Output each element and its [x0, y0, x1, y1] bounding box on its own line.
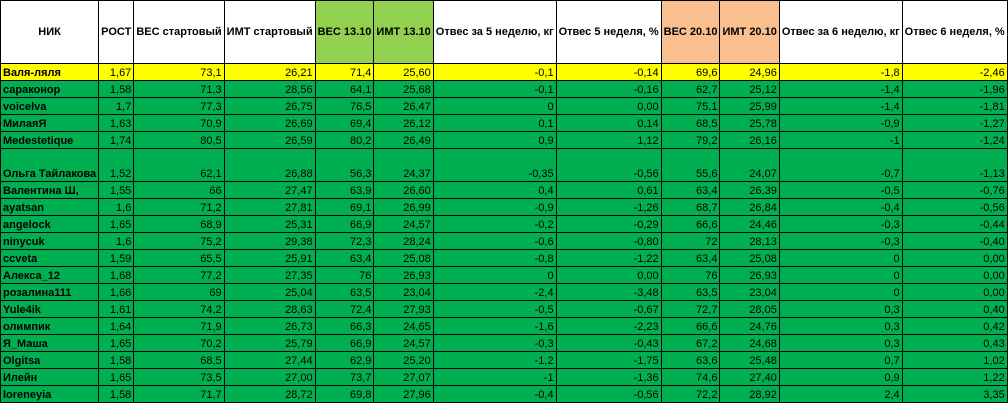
cell-weight-start[interactable]: 62,1	[134, 149, 224, 182]
header-weight-2010[interactable]: ВЕС 20.10	[661, 1, 720, 64]
header-bmi-1310[interactable]: ИМТ 13.10	[374, 1, 433, 64]
cell-bmi-1310[interactable]: 23,04	[374, 284, 433, 301]
cell-bmi-2010[interactable]: 26,16	[720, 132, 779, 149]
cell-weight-start[interactable]: 71,3	[134, 81, 224, 98]
cell-bmi-start[interactable]: 25,04	[224, 284, 315, 301]
table-row	[1, 318, 1008, 335]
cell-loss6-kg[interactable]: 2,4	[779, 386, 902, 403]
cell-loss6-pct[interactable]: -1,81	[902, 98, 1007, 115]
cell-loss5-kg[interactable]: -0,35	[433, 149, 556, 182]
table-row	[1, 369, 1008, 386]
cell-height[interactable]: 1,59	[99, 250, 134, 267]
cell-bmi-1310[interactable]: 26,99	[374, 199, 433, 216]
cell-weight-start[interactable]: 77,3	[134, 98, 224, 115]
cell-loss6-kg[interactable]: -0,3	[779, 233, 902, 250]
cell-loss6-pct[interactable]: -1,96	[902, 81, 1007, 98]
cell-loss6-pct[interactable]: -1,27	[902, 115, 1007, 132]
cell-loss6-pct[interactable]: 0,43	[902, 335, 1007, 352]
cell-bmi-1310[interactable]: 25,20	[374, 352, 433, 369]
cell-loss5-kg[interactable]: -1	[433, 369, 556, 386]
cell-nick[interactable]: angelock	[1, 216, 99, 233]
cell-weight-2010[interactable]: 72,2	[661, 386, 720, 403]
table-row	[1, 115, 1008, 132]
table-row	[1, 352, 1008, 369]
cell-weight-2010[interactable]: 63,6	[661, 352, 720, 369]
cell-weight-2010[interactable]: 72,7	[661, 301, 720, 318]
cell-loss6-pct[interactable]: -0,40	[902, 233, 1007, 250]
cell-weight-1310[interactable]: 72,4	[315, 301, 374, 318]
table-row	[1, 81, 1008, 98]
cell-loss5-kg[interactable]: -0,4	[433, 386, 556, 403]
cell-weight-start[interactable]: 71,9	[134, 318, 224, 335]
cell-weight-1310[interactable]: 66,3	[315, 318, 374, 335]
cell-loss5-kg[interactable]: -0,8	[433, 250, 556, 267]
cell-weight-1310[interactable]: 76,5	[315, 98, 374, 115]
table-row	[1, 216, 1008, 233]
header-nick[interactable]: НИК	[1, 1, 99, 64]
cell-weight-2010[interactable]: 72	[661, 233, 720, 250]
cell-bmi-1310[interactable]: 26,49	[374, 132, 433, 149]
cell-loss5-pct[interactable]: -0,14	[556, 64, 661, 81]
cell-loss6-pct[interactable]: 0,40	[902, 301, 1007, 318]
header-loss6-kg[interactable]: Отвес за 6 неделю, кг	[779, 1, 902, 64]
cell-bmi-1310[interactable]: 25,08	[374, 250, 433, 267]
table-row	[1, 301, 1008, 318]
cell-bmi-2010[interactable]: 24,96	[720, 64, 779, 81]
cell-height[interactable]: 1,63	[99, 115, 134, 132]
cell-bmi-2010[interactable]: 26,39	[720, 182, 779, 199]
cell-bmi-start[interactable]: 28,63	[224, 301, 315, 318]
cell-weight-1310[interactable]: 63,9	[315, 182, 374, 199]
cell-loss6-kg[interactable]: 0,7	[779, 352, 902, 369]
cell-height[interactable]: 1,58	[99, 81, 134, 98]
table-row	[1, 250, 1008, 267]
cell-loss5-pct[interactable]: -0,56	[556, 149, 661, 182]
cell-loss5-kg[interactable]: -1,2	[433, 352, 556, 369]
cell-weight-1310[interactable]: 69,8	[315, 386, 374, 403]
cell-weight-2010[interactable]: 63,5	[661, 284, 720, 301]
cell-weight-start[interactable]: 71,2	[134, 199, 224, 216]
cell-nick[interactable]: Валя-ляля	[1, 64, 99, 81]
cell-height[interactable]: 1,7	[99, 98, 134, 115]
cell-loss5-kg[interactable]: -0,1	[433, 64, 556, 81]
cell-nick[interactable]: розалина111	[1, 284, 99, 301]
cell-bmi-1310[interactable]: 24,57	[374, 216, 433, 233]
cell-nick[interactable]: Medestetique	[1, 132, 99, 149]
cell-bmi-1310[interactable]: 27,07	[374, 369, 433, 386]
cell-weight-1310[interactable]: 73,7	[315, 369, 374, 386]
cell-weight-2010[interactable]: 69,6	[661, 64, 720, 81]
cell-weight-2010[interactable]: 66,6	[661, 318, 720, 335]
cell-weight-start[interactable]: 68,9	[134, 216, 224, 233]
cell-weight-1310[interactable]: 69,1	[315, 199, 374, 216]
cell-bmi-2010[interactable]: 26,84	[720, 199, 779, 216]
cell-weight-start[interactable]: 73,1	[134, 64, 224, 81]
cell-weight-1310[interactable]: 56,3	[315, 149, 374, 182]
cell-weight-start[interactable]: 77,2	[134, 267, 224, 284]
cell-loss6-kg[interactable]: -1,4	[779, 81, 902, 98]
cell-weight-1310[interactable]: 64,1	[315, 81, 374, 98]
cell-bmi-2010[interactable]: 28,13	[720, 233, 779, 250]
cell-loss6-pct[interactable]: 3,35	[902, 386, 1007, 403]
cell-nick[interactable]: олимпик	[1, 318, 99, 335]
cell-weight-2010[interactable]: 68,5	[661, 115, 720, 132]
cell-loss6-pct[interactable]: 1,22	[902, 369, 1007, 386]
cell-loss6-kg[interactable]: -0,3	[779, 216, 902, 233]
cell-height[interactable]: 1,68	[99, 267, 134, 284]
cell-weight-2010[interactable]: 55,6	[661, 149, 720, 182]
cell-height[interactable]: 1,65	[99, 335, 134, 352]
cell-weight-1310[interactable]: 71,4	[315, 64, 374, 81]
cell-loss6-pct[interactable]: 1,02	[902, 352, 1007, 369]
cell-bmi-1310[interactable]: 24,57	[374, 335, 433, 352]
cell-weight-2010[interactable]: 62,7	[661, 81, 720, 98]
table-row	[1, 267, 1008, 284]
cell-loss5-pct[interactable]: -0,56	[556, 386, 661, 403]
cell-bmi-2010[interactable]: 24,68	[720, 335, 779, 352]
cell-weight-1310[interactable]: 62,9	[315, 352, 374, 369]
table-row	[1, 149, 1008, 182]
cell-loss6-kg[interactable]: 0,9	[779, 369, 902, 386]
cell-bmi-start[interactable]: 26,75	[224, 98, 315, 115]
cell-nick[interactable]: Yule4ik	[1, 301, 99, 318]
cell-bmi-1310[interactable]: 26,93	[374, 267, 433, 284]
cell-loss6-kg[interactable]: 0	[779, 267, 902, 284]
cell-loss5-kg[interactable]: 0	[433, 98, 556, 115]
cell-loss6-pct[interactable]: -0,44	[902, 216, 1007, 233]
header-weight-start[interactable]: ВЕС стартовый	[134, 1, 224, 64]
cell-bmi-2010[interactable]: 24,46	[720, 216, 779, 233]
cell-loss6-pct[interactable]: 0,00	[902, 267, 1007, 284]
cell-loss5-kg[interactable]: -0,5	[433, 301, 556, 318]
cell-bmi-1310[interactable]: 24,37	[374, 149, 433, 182]
cell-weight-start[interactable]: 70,9	[134, 115, 224, 132]
cell-weight-start[interactable]: 68,5	[134, 352, 224, 369]
cell-height[interactable]: 1,74	[99, 132, 134, 149]
table-row	[1, 386, 1008, 403]
cell-weight-1310[interactable]: 76	[315, 267, 374, 284]
cell-loss5-pct[interactable]: -1,36	[556, 369, 661, 386]
cell-weight-start[interactable]: 69	[134, 284, 224, 301]
cell-bmi-1310[interactable]: 25,60	[374, 64, 433, 81]
cell-weight-2010[interactable]: 68,7	[661, 199, 720, 216]
cell-bmi-2010[interactable]: 23,04	[720, 284, 779, 301]
cell-weight-start[interactable]: 65,5	[134, 250, 224, 267]
cell-loss5-kg[interactable]: -0,6	[433, 233, 556, 250]
cell-loss5-pct[interactable]: -1,75	[556, 352, 661, 369]
cell-bmi-1310[interactable]: 26,47	[374, 98, 433, 115]
cell-bmi-1310[interactable]: 25,68	[374, 81, 433, 98]
table-row	[1, 98, 1008, 115]
cell-weight-2010[interactable]: 79,2	[661, 132, 720, 149]
table-body	[1, 64, 1008, 403]
cell-bmi-start[interactable]: 28,72	[224, 386, 315, 403]
cell-bmi-1310[interactable]: 26,12	[374, 115, 433, 132]
cell-loss5-pct[interactable]: 0,61	[556, 182, 661, 199]
cell-bmi-start[interactable]: 27,00	[224, 369, 315, 386]
cell-nick[interactable]: Ольга Тайлакова	[1, 149, 99, 182]
cell-weight-start[interactable]: 71,7	[134, 386, 224, 403]
cell-nick[interactable]: Olgitsa	[1, 352, 99, 369]
cell-weight-start[interactable]: 74,2	[134, 301, 224, 318]
cell-bmi-start[interactable]: 27,81	[224, 199, 315, 216]
cell-bmi-2010[interactable]: 24,76	[720, 318, 779, 335]
cell-bmi-2010[interactable]: 24,07	[720, 149, 779, 182]
cell-loss6-kg[interactable]: -1,4	[779, 98, 902, 115]
cell-loss5-kg[interactable]: -0,1	[433, 81, 556, 98]
cell-weight-start[interactable]: 70,2	[134, 335, 224, 352]
cell-bmi-2010[interactable]: 27,40	[720, 369, 779, 386]
cell-loss5-pct[interactable]: -1,26	[556, 199, 661, 216]
cell-bmi-2010[interactable]: 25,12	[720, 81, 779, 98]
cell-loss6-pct[interactable]: 0,42	[902, 318, 1007, 335]
cell-height[interactable]: 1,65	[99, 216, 134, 233]
header-loss5-kg[interactable]: Отвес за 5 неделю, кг	[433, 1, 556, 64]
cell-bmi-start[interactable]: 26,73	[224, 318, 315, 335]
cell-bmi-2010[interactable]: 26,93	[720, 267, 779, 284]
cell-bmi-start[interactable]: 27,47	[224, 182, 315, 199]
table-row	[1, 64, 1008, 81]
cell-height[interactable]: 1,61	[99, 301, 134, 318]
header-bmi-2010[interactable]: ИМТ 20.10	[720, 1, 779, 64]
cell-bmi-start[interactable]: 26,88	[224, 149, 315, 182]
cell-loss6-kg[interactable]: 0,3	[779, 318, 902, 335]
cell-nick[interactable]: voicelva	[1, 98, 99, 115]
cell-bmi-start[interactable]: 25,79	[224, 335, 315, 352]
cell-weight-start[interactable]: 73,5	[134, 369, 224, 386]
cell-height[interactable]: 1,6	[99, 233, 134, 250]
header-height[interactable]: РОСТ	[99, 1, 134, 64]
cell-bmi-2010[interactable]: 28,05	[720, 301, 779, 318]
cell-loss5-pct[interactable]: -0,29	[556, 216, 661, 233]
cell-bmi-2010[interactable]: 25,48	[720, 352, 779, 369]
cell-weight-2010[interactable]: 67,2	[661, 335, 720, 352]
cell-loss5-kg[interactable]: -1,6	[433, 318, 556, 335]
cell-loss6-pct[interactable]: -2,46	[902, 64, 1007, 81]
cell-bmi-2010[interactable]: 25,78	[720, 115, 779, 132]
cell-bmi-start[interactable]: 27,35	[224, 267, 315, 284]
cell-loss5-kg[interactable]: 0,4	[433, 182, 556, 199]
cell-loss6-pct[interactable]: 0,00	[902, 284, 1007, 301]
cell-loss6-kg[interactable]: -0,9	[779, 115, 902, 132]
cell-loss6-kg[interactable]: 0,3	[779, 335, 902, 352]
cell-bmi-1310[interactable]: 26,60	[374, 182, 433, 199]
cell-weight-2010[interactable]: 63,4	[661, 182, 720, 199]
cell-loss5-pct[interactable]: 0,14	[556, 115, 661, 132]
cell-loss5-pct[interactable]: 0,00	[556, 267, 661, 284]
cell-loss6-pct[interactable]: -1,13	[902, 149, 1007, 182]
table-row	[1, 233, 1008, 250]
cell-loss6-pct[interactable]: -1,24	[902, 132, 1007, 149]
cell-weight-start[interactable]: 80,5	[134, 132, 224, 149]
table-row	[1, 335, 1008, 352]
cell-bmi-1310[interactable]: 27,96	[374, 386, 433, 403]
cell-loss6-kg[interactable]: -0,4	[779, 199, 902, 216]
cell-bmi-2010[interactable]: 25,08	[720, 250, 779, 267]
cell-weight-2010[interactable]: 74,6	[661, 369, 720, 386]
cell-weight-1310[interactable]: 63,4	[315, 250, 374, 267]
cell-height[interactable]: 1,6	[99, 199, 134, 216]
cell-weight-start[interactable]: 66	[134, 182, 224, 199]
cell-bmi-1310[interactable]: 28,24	[374, 233, 433, 250]
cell-bmi-2010[interactable]: 25,99	[720, 98, 779, 115]
cell-loss5-kg[interactable]: 0,9	[433, 132, 556, 149]
cell-nick[interactable]: Алекса_12	[1, 267, 99, 284]
cell-loss5-pct[interactable]: 1,12	[556, 132, 661, 149]
cell-weight-1310[interactable]: 66,9	[315, 216, 374, 233]
cell-bmi-start[interactable]: 27,44	[224, 352, 315, 369]
cell-bmi-1310[interactable]: 24,65	[374, 318, 433, 335]
cell-height[interactable]: 1,58	[99, 352, 134, 369]
cell-height[interactable]: 1,64	[99, 318, 134, 335]
cell-loss5-pct[interactable]: -0,80	[556, 233, 661, 250]
cell-loss5-kg[interactable]: -0,2	[433, 216, 556, 233]
cell-loss5-kg[interactable]: -0,3	[433, 335, 556, 352]
cell-loss6-pct[interactable]: 0,00	[902, 250, 1007, 267]
table-row	[1, 182, 1008, 199]
cell-height[interactable]: 1,58	[99, 386, 134, 403]
header-loss5-pct[interactable]: Отвес 5 неделя, %	[556, 1, 661, 64]
cell-bmi-start[interactable]: 26,21	[224, 64, 315, 81]
cell-weight-1310[interactable]: 63,5	[315, 284, 374, 301]
cell-bmi-start[interactable]: 26,59	[224, 132, 315, 149]
cell-loss5-pct[interactable]: -2,23	[556, 318, 661, 335]
cell-nick[interactable]: Я_Маша	[1, 335, 99, 352]
cell-loss6-kg[interactable]: 0	[779, 284, 902, 301]
cell-loss5-kg[interactable]: 0,1	[433, 115, 556, 132]
cell-nick[interactable]: ayatsan	[1, 199, 99, 216]
cell-loss5-pct[interactable]: -0,67	[556, 301, 661, 318]
cell-weight-2010[interactable]: 63,4	[661, 250, 720, 267]
cell-height[interactable]: 1,67	[99, 64, 134, 81]
cell-loss6-kg[interactable]: 0	[779, 250, 902, 267]
cell-loss5-kg[interactable]: 0	[433, 267, 556, 284]
cell-loss5-pct[interactable]: -0,43	[556, 335, 661, 352]
cell-loss5-pct[interactable]: -0,16	[556, 81, 661, 98]
cell-loss6-kg[interactable]: -0,7	[779, 149, 902, 182]
cell-height[interactable]: 1,52	[99, 149, 134, 182]
table-row	[1, 132, 1008, 149]
cell-bmi-1310[interactable]: 27,93	[374, 301, 433, 318]
cell-loss5-pct[interactable]: -1,22	[556, 250, 661, 267]
cell-loss6-pct[interactable]: -0,56	[902, 199, 1007, 216]
cell-bmi-2010[interactable]: 28,92	[720, 386, 779, 403]
cell-bmi-start[interactable]: 29,38	[224, 233, 315, 250]
cell-bmi-start[interactable]: 28,56	[224, 81, 315, 98]
cell-height[interactable]: 1,66	[99, 284, 134, 301]
header-loss6-pct[interactable]: Отвес 6 неделя, %	[902, 1, 1007, 64]
cell-bmi-start[interactable]: 25,31	[224, 216, 315, 233]
table-row	[1, 199, 1008, 216]
cell-loss6-kg[interactable]: 0,3	[779, 301, 902, 318]
cell-weight-1310[interactable]: 66,9	[315, 335, 374, 352]
cell-nick[interactable]: ccveta	[1, 250, 99, 267]
cell-bmi-start[interactable]: 25,91	[224, 250, 315, 267]
cell-nick[interactable]: Валентина Ш,	[1, 182, 99, 199]
cell-nick[interactable]: МилаяЯ	[1, 115, 99, 132]
cell-weight-2010[interactable]: 66,6	[661, 216, 720, 233]
header-weight-1310[interactable]: ВЕС 13.10	[315, 1, 374, 64]
cell-loss5-kg[interactable]: -2,4	[433, 284, 556, 301]
cell-weight-1310[interactable]: 80,2	[315, 132, 374, 149]
cell-nick[interactable]: ninycuk	[1, 233, 99, 250]
cell-weight-2010[interactable]: 75,1	[661, 98, 720, 115]
cell-loss6-kg[interactable]: -1	[779, 132, 902, 149]
cell-weight-start[interactable]: 75,2	[134, 233, 224, 250]
cell-loss5-pct[interactable]: 0,00	[556, 98, 661, 115]
cell-nick[interactable]: Илейн	[1, 369, 99, 386]
header-bmi-start[interactable]: ИМТ стартовый	[224, 1, 315, 64]
cell-height[interactable]: 1,55	[99, 182, 134, 199]
table-row	[1, 284, 1008, 301]
cell-loss5-pct[interactable]: -3,48	[556, 284, 661, 301]
cell-bmi-start[interactable]: 26,69	[224, 115, 315, 132]
cell-nick[interactable]: loreneyia	[1, 386, 99, 403]
cell-weight-1310[interactable]: 69,4	[315, 115, 374, 132]
cell-loss5-kg[interactable]: -0,9	[433, 199, 556, 216]
cell-nick[interactable]: сараконор	[1, 81, 99, 98]
cell-weight-1310[interactable]: 72,3	[315, 233, 374, 250]
cell-loss6-pct[interactable]: -0,76	[902, 182, 1007, 199]
cell-loss6-kg[interactable]: -1,8	[779, 64, 902, 81]
cell-height[interactable]: 1,65	[99, 369, 134, 386]
cell-weight-2010[interactable]: 76	[661, 267, 720, 284]
cell-loss6-kg[interactable]: -0,5	[779, 182, 902, 199]
header-row	[1, 1, 1008, 64]
